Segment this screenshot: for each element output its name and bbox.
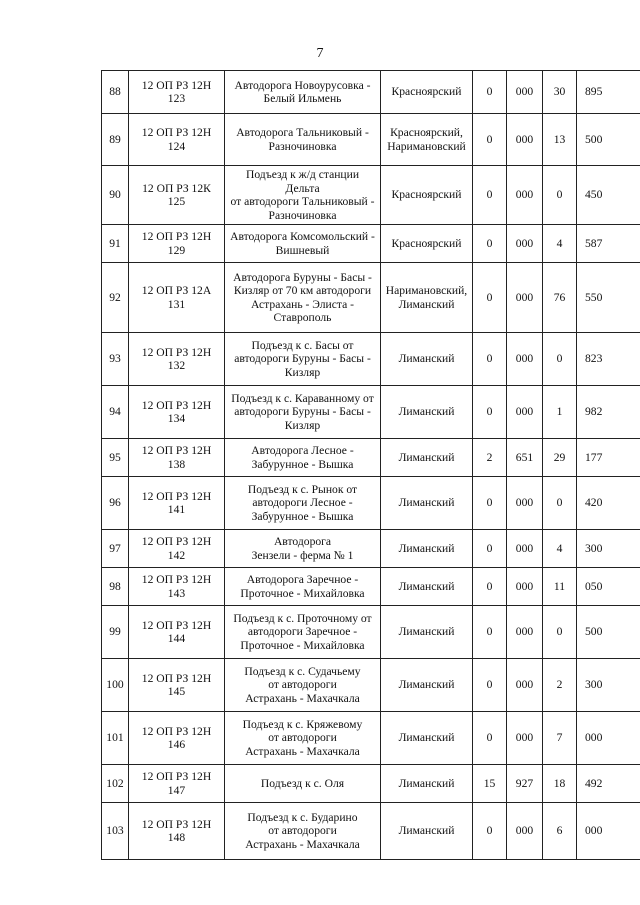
km-value: 0: [473, 712, 507, 765]
km-value: 0: [473, 386, 507, 439]
meters-fraction: 000: [577, 803, 640, 860]
km-value: 0: [473, 71, 507, 114]
road-code: 12 ОП РЗ 12Н 129: [129, 225, 225, 263]
road-code: 12 ОП РЗ 12Н 144: [129, 606, 225, 659]
meters-fraction: 300: [577, 530, 640, 568]
road-name: Подъезд к ж/д станции Дельта от автодороги Тальниковый - Разночиновка: [225, 166, 381, 225]
district: Лиманский: [381, 712, 473, 765]
table-row: [102, 386, 640, 439]
meters-fraction: 420: [577, 477, 640, 530]
meters-fraction: 177: [577, 439, 640, 477]
road-name: Подъезд к с. Проточному от автодороги Заречное - Проточное - Михайловка: [225, 606, 381, 659]
road-code: 12 ОП РЗ 12Н 147: [129, 765, 225, 803]
road-code: 12 ОП РЗ 12Н 145: [129, 659, 225, 712]
table-row: [102, 114, 640, 166]
km-fraction: 927: [507, 765, 543, 803]
row-number: 88: [102, 71, 129, 114]
road-code: 12 ОП РЗ 12Н 143: [129, 568, 225, 606]
meters-fraction: 450: [577, 166, 640, 225]
km-fraction: 000: [507, 166, 543, 225]
road-name: Автодорога Комсомольский - Вишневый: [225, 225, 381, 263]
road-code: 12 ОП РЗ 12Н 138: [129, 439, 225, 477]
km-value: 0: [473, 225, 507, 263]
district: Красноярский, Наримановский: [381, 114, 473, 166]
road-code: 12 ОП РЗ 12Н 146: [129, 712, 225, 765]
road-name: Подъезд к с. Судачьему от автодороги Астрахань - Махачкала: [225, 659, 381, 712]
row-number: 98: [102, 568, 129, 606]
district: Лиманский: [381, 439, 473, 477]
road-name: Подъезд к с. Бударино от автодороги Астрахань - Махачкала: [225, 803, 381, 860]
km-fraction: 000: [507, 333, 543, 386]
row-number: 101: [102, 712, 129, 765]
row-number: 100: [102, 659, 129, 712]
km-value: 2: [473, 439, 507, 477]
district: Лиманский: [381, 803, 473, 860]
km-value: 0: [473, 166, 507, 225]
district: Лиманский: [381, 477, 473, 530]
district: Красноярский: [381, 225, 473, 263]
road-code: 12 ОП РЗ 12А 131: [129, 263, 225, 333]
meters-fraction: 895: [577, 71, 640, 114]
meters-fraction: 550: [577, 263, 640, 333]
table-row: [102, 477, 640, 530]
table-body: [102, 71, 640, 860]
road-name: Автодорога Тальниковый - Разночиновка: [225, 114, 381, 166]
km-fraction: 000: [507, 114, 543, 166]
table-row: [102, 568, 640, 606]
district: Красноярский: [381, 166, 473, 225]
row-number: 95: [102, 439, 129, 477]
road-code: 12 ОП РЗ 12Н 141: [129, 477, 225, 530]
meters-fraction: 050: [577, 568, 640, 606]
road-name: Подъезд к с. Кряжевому от автодороги Астрахань - Махачкала: [225, 712, 381, 765]
meters-fraction: 492: [577, 765, 640, 803]
district: Наримановский, Лиманский: [381, 263, 473, 333]
road-code: 12 ОП РЗ 12Н 142: [129, 530, 225, 568]
road-name: Подъезд к с. Басы от автодороги Буруны - Басы - Кизляр: [225, 333, 381, 386]
km-value: 0: [473, 477, 507, 530]
meters-value: 29: [543, 439, 577, 477]
meters-fraction: 000: [577, 712, 640, 765]
meters-value: 4: [543, 225, 577, 263]
table-row: [102, 439, 640, 477]
road-name: Подъезд к с. Караванному от автодороги Буруны - Басы - Кизляр: [225, 386, 381, 439]
km-value: 0: [473, 263, 507, 333]
road-code: 12 ОП РЗ 12Н 148: [129, 803, 225, 860]
road-code: 12 ОП РЗ 12Н 124: [129, 114, 225, 166]
km-fraction: 000: [507, 263, 543, 333]
row-number: 92: [102, 263, 129, 333]
district: Лиманский: [381, 333, 473, 386]
row-number: 97: [102, 530, 129, 568]
row-number: 99: [102, 606, 129, 659]
km-fraction: 000: [507, 568, 543, 606]
table-row: [102, 225, 640, 263]
meters-value: 13: [543, 114, 577, 166]
district: Лиманский: [381, 568, 473, 606]
km-fraction: 000: [507, 71, 543, 114]
table-row: [102, 659, 640, 712]
road-code: 12 ОП РЗ 12К 125: [129, 166, 225, 225]
table-row: [102, 71, 640, 114]
road-code: 12 ОП РЗ 12Н 134: [129, 386, 225, 439]
district: Лиманский: [381, 765, 473, 803]
row-number: 89: [102, 114, 129, 166]
table-row: [102, 765, 640, 803]
table-row: [102, 263, 640, 333]
row-number: 90: [102, 166, 129, 225]
km-fraction: 000: [507, 659, 543, 712]
meters-value: 0: [543, 477, 577, 530]
km-fraction: 000: [507, 225, 543, 263]
meters-value: 7: [543, 712, 577, 765]
road-code: 12 ОП РЗ 12Н 123: [129, 71, 225, 114]
road-table-container: [101, 70, 640, 860]
meters-value: 76: [543, 263, 577, 333]
table-row: [102, 530, 640, 568]
km-fraction: 000: [507, 803, 543, 860]
km-value: 0: [473, 568, 507, 606]
meters-value: 6: [543, 803, 577, 860]
km-fraction: 000: [507, 477, 543, 530]
km-value: 0: [473, 530, 507, 568]
road-name: Автодорога Заречное - Проточное - Михайловка: [225, 568, 381, 606]
km-value: 0: [473, 803, 507, 860]
district: Лиманский: [381, 386, 473, 439]
km-fraction: 000: [507, 386, 543, 439]
meters-value: 30: [543, 71, 577, 114]
page-number: 7: [316, 46, 324, 61]
km-value: 0: [473, 606, 507, 659]
road-name: Подъезд к с. Оля: [225, 765, 381, 803]
district: Лиманский: [381, 530, 473, 568]
table-row: [102, 606, 640, 659]
km-value: 0: [473, 659, 507, 712]
table-row: [102, 803, 640, 860]
meters-fraction: 587: [577, 225, 640, 263]
km-fraction: 000: [507, 606, 543, 659]
meters-value: 4: [543, 530, 577, 568]
row-number: 94: [102, 386, 129, 439]
meters-fraction: 500: [577, 114, 640, 166]
km-fraction: 000: [507, 530, 543, 568]
km-value: 0: [473, 333, 507, 386]
road-name: Автодорога Буруны - Басы - Кизляр от 70 км автодороги Астрахань - Элиста - Ставрополь: [225, 263, 381, 333]
road-name: Подъезд к с. Рынок от автодороги Лесное - Забурунное - Вышка: [225, 477, 381, 530]
road-name: Автодорога Лесное - Забурунное - Вышка: [225, 439, 381, 477]
table-row: [102, 333, 640, 386]
km-fraction: 000: [507, 712, 543, 765]
table-row: [102, 166, 640, 225]
district: Лиманский: [381, 606, 473, 659]
meters-value: 1: [543, 386, 577, 439]
row-number: 103: [102, 803, 129, 860]
meters-fraction: 823: [577, 333, 640, 386]
row-number: 96: [102, 477, 129, 530]
table-row: [102, 712, 640, 765]
km-fraction: 651: [507, 439, 543, 477]
road-name: Автодорога Новоурусовка - Белый Ильмень: [225, 71, 381, 114]
district: Красноярский: [381, 71, 473, 114]
road-name: Автодорога Зензели - ферма № 1: [225, 530, 381, 568]
km-value: 0: [473, 114, 507, 166]
km-value: 15: [473, 765, 507, 803]
row-number: 91: [102, 225, 129, 263]
meters-fraction: 500: [577, 606, 640, 659]
meters-value: 0: [543, 166, 577, 225]
meters-value: 0: [543, 333, 577, 386]
meters-fraction: 982: [577, 386, 640, 439]
road-table: [101, 70, 640, 860]
meters-value: 0: [543, 606, 577, 659]
district: Лиманский: [381, 659, 473, 712]
row-number: 102: [102, 765, 129, 803]
meters-value: 11: [543, 568, 577, 606]
meters-value: 2: [543, 659, 577, 712]
road-code: 12 ОП РЗ 12Н 132: [129, 333, 225, 386]
meters-fraction: 300: [577, 659, 640, 712]
row-number: 93: [102, 333, 129, 386]
meters-value: 18: [543, 765, 577, 803]
